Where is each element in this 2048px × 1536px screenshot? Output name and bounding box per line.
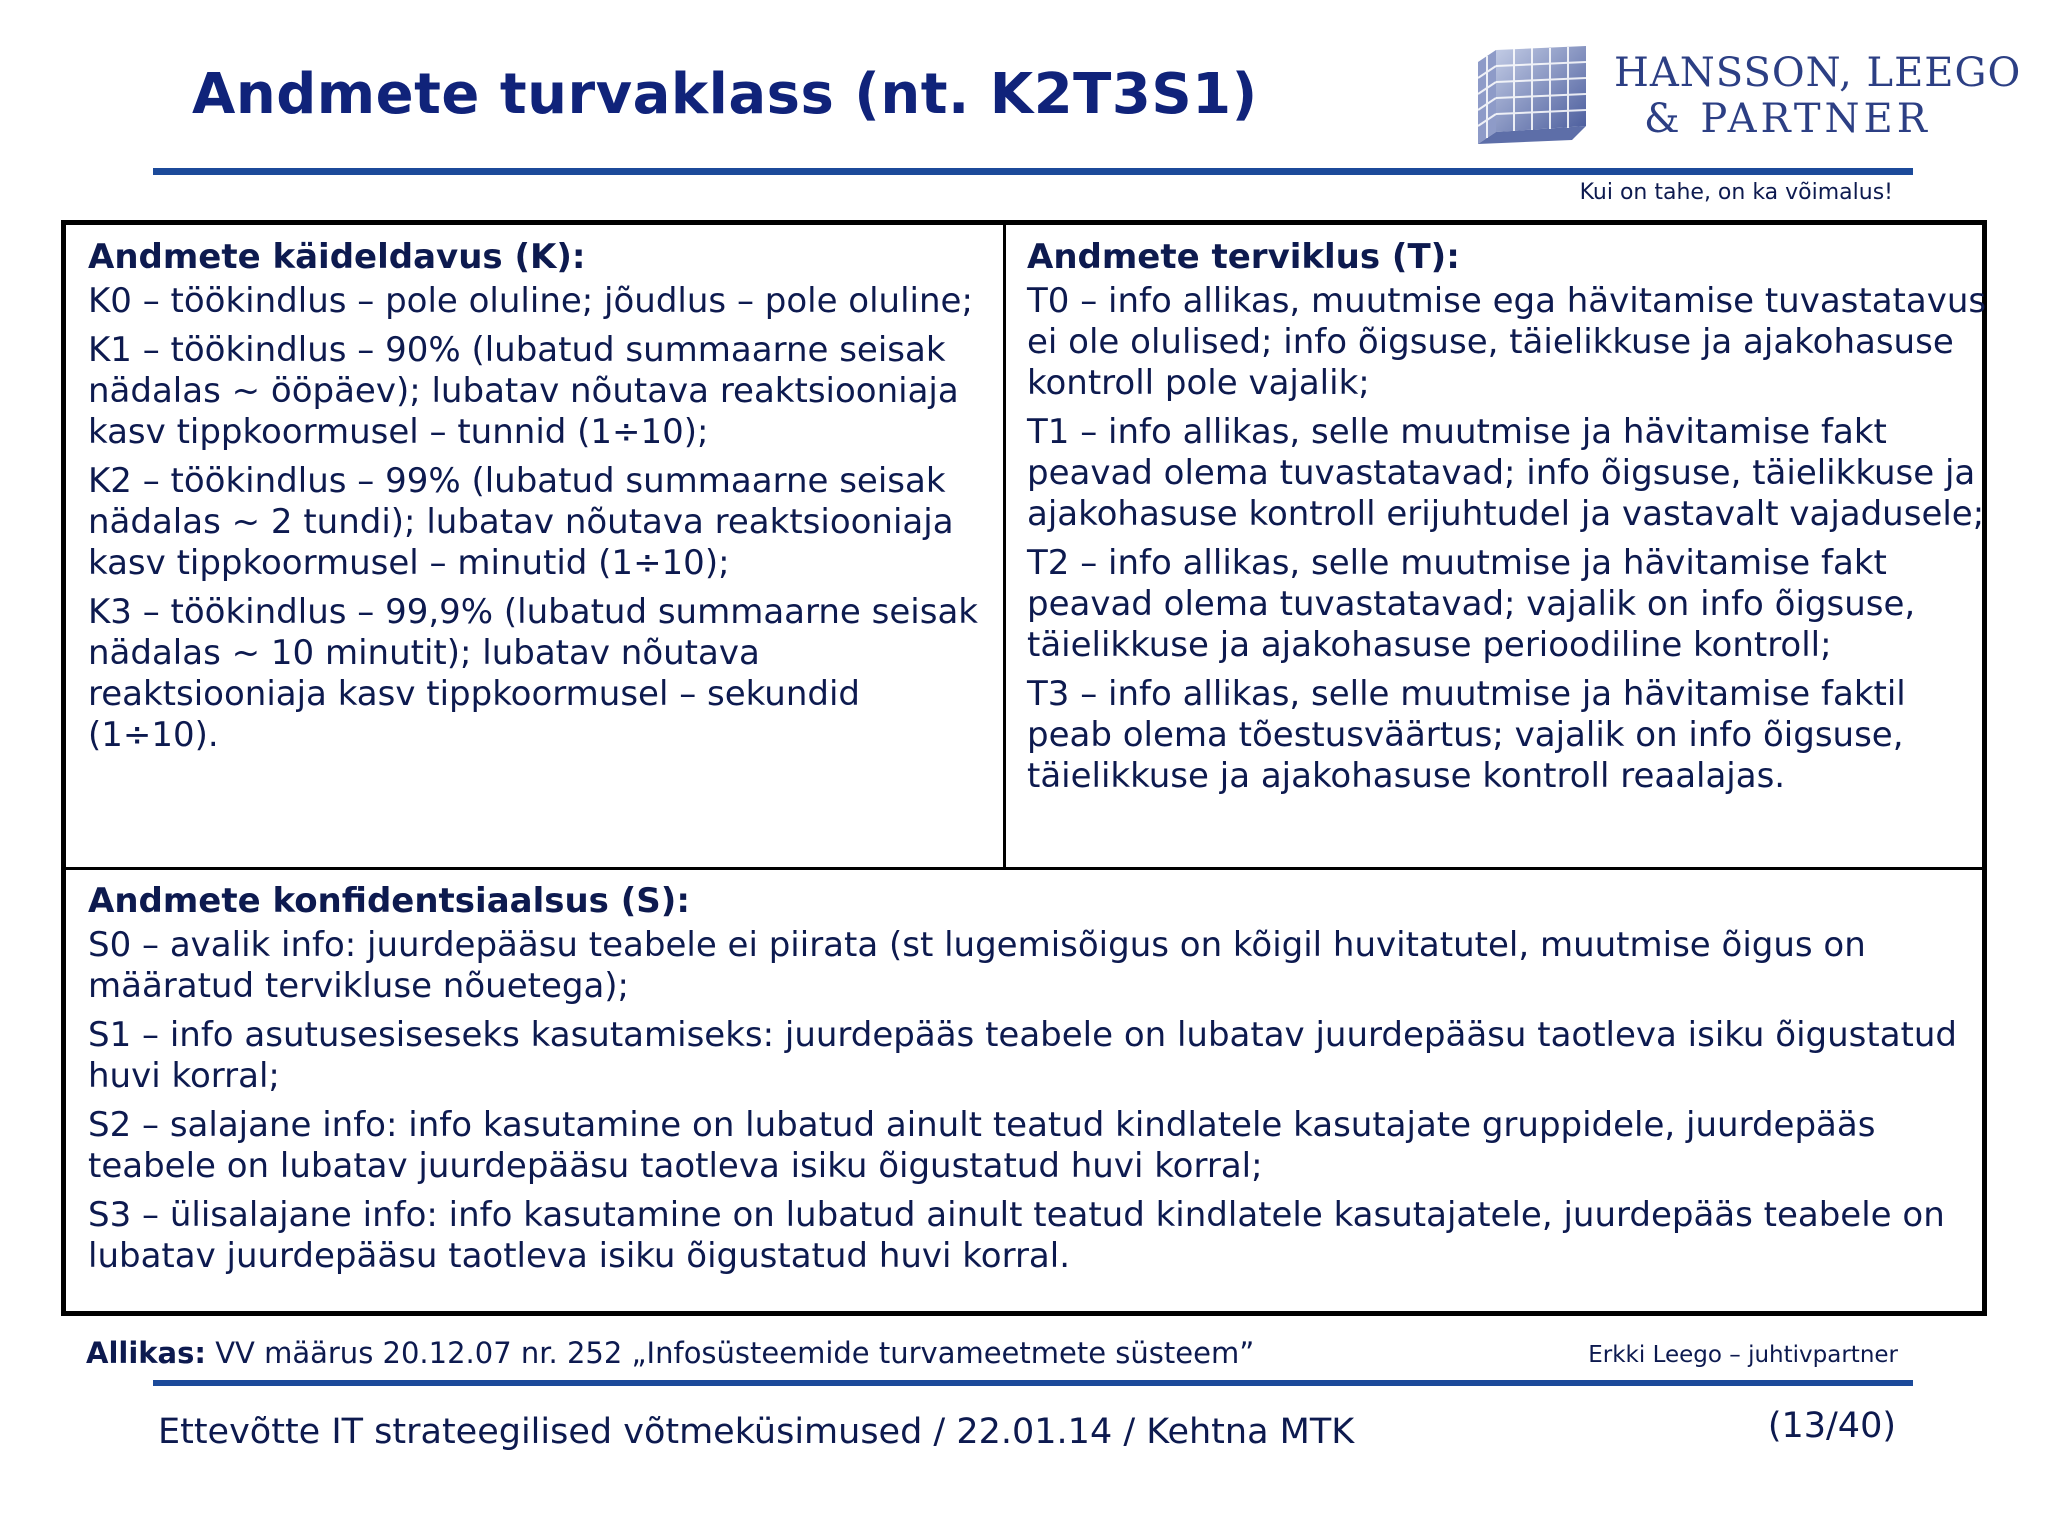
tagline: Kui on tahe, on ka võimalus! (1579, 180, 1893, 205)
source-note (86, 1336, 1254, 1370)
column-divider (1003, 225, 1006, 867)
integrity-item: T2 – info allikas, selle muutmise ja hävitamise fakt peavad olema tuvastatavad; vajalik on info õigsuse, täielikkuse ja ajakohasuse perioodiline kontroll; (1027, 543, 1916, 665)
source-text: VV määrus 20.12.07 nr. 252 „Infosüsteemide turvameetmete süsteem” (205, 1336, 1255, 1370)
cube-grid-icon (1476, 40, 1596, 150)
confidentiality-cell (88, 879, 1978, 1285)
footer-text: Ettevõtte IT strateegilised võtmeküsimused / 22.01.14 / Kehtna MTK (158, 1412, 1355, 1452)
availability-heading: Andmete käideldavus (K): (88, 237, 586, 277)
footer-divider (153, 1380, 1913, 1386)
page-number: (13/40) (1767, 1406, 1896, 1446)
logo-line-2: & PARTNER (1644, 96, 1931, 142)
source-label: Allikas: (86, 1336, 206, 1370)
integrity-heading: Andmete terviklus (T): (1027, 237, 1460, 277)
logo-line-1: HANSSON, LEEGO (1614, 50, 2022, 96)
integrity-item: T0 – info allikas, muutmise ega hävitamise tuvastatavus ei ole olulised; info õigsuse, täielikkuse ja ajakohasuse kontroll pole vajalik; (1027, 281, 1987, 403)
confidentiality-heading: Andmete konfidentsiaalsus (S): (88, 881, 690, 921)
integrity-cell (1027, 235, 1987, 805)
confidentiality-item: S1 – info asutusesiseseks kasutamiseks: juurdepääs teabele on lubatav juurdepääsu taotleva isiku õigustatud huvi korral; (88, 1015, 1957, 1096)
security-class-table (61, 220, 1987, 1316)
availability-item: K3 – töökindlus – 99,9% (lubatud summaarne seisak nädalas ~ 10 minutit); lubatav nõutava reaktsiooniaja kasv tippkoormusel – sekundid (1÷10). (88, 592, 978, 755)
confidentiality-item: S2 – salajane info: info kasutamine on lubatud ainult teatud kindlatele kasutajate gruppidele, juurdepääs teabele on lubatav juurdepääsu taotleva isiku õigustatud huvi korral; (88, 1105, 1876, 1186)
slide-title: Andmete turvaklass (nt. K2T3S1) (192, 62, 1258, 127)
confidentiality-item: S3 – ülisalajane info: info kasutamine on lubatud ainult teatud kindlatele kasutajatele, juurdepääs teabele on lubatav juurdepääsu taotleva isiku õigustatud huvi korral. (88, 1195, 1945, 1276)
company-logo (1476, 40, 2022, 152)
availability-cell (88, 235, 998, 764)
author-credit: Erkki Leego – juhtivpartner (1588, 1342, 1898, 1368)
availability-item: K1 – töökindlus – 90% (lubatud summaarne seisak nädalas ~ ööpäev); lubatav nõutava reaktsiooniaja kasv tippkoormusel – tunnid (1÷10); (88, 330, 959, 452)
confidentiality-item: S0 – avalik info: juurdepääsu teabele ei piirata (st lugemisõigus on kõigil huvitatutel, muutmise õigus on määratud tervikluse nõuetega); (88, 925, 1866, 1006)
integrity-item: T1 – info allikas, selle muutmise ja hävitamise fakt peavad olema tuvastatavad; info õigsuse, täielikkuse ja ajakohasuse kontroll erijuhtudel ja vastavalt vajadusele; (1027, 412, 1985, 534)
availability-item: K0 – töökindlus – pole oluline; jõudlus – pole oluline; (88, 281, 973, 321)
row-divider (66, 867, 1982, 870)
availability-item: K2 – töökindlus – 99% (lubatud summaarne seisak nädalas ~ 2 tundi); lubatav nõutava reaktsiooniaja kasv tippkoormusel – minutid (1÷10); (88, 461, 954, 583)
header-divider (153, 168, 1913, 175)
integrity-item: T3 – info allikas, selle muutmise ja hävitamise faktil peab olema tõestusväärtus; vajalik on info õigsuse, täielikkuse ja ajakohasuse kontroll reaalajas. (1027, 674, 1906, 796)
